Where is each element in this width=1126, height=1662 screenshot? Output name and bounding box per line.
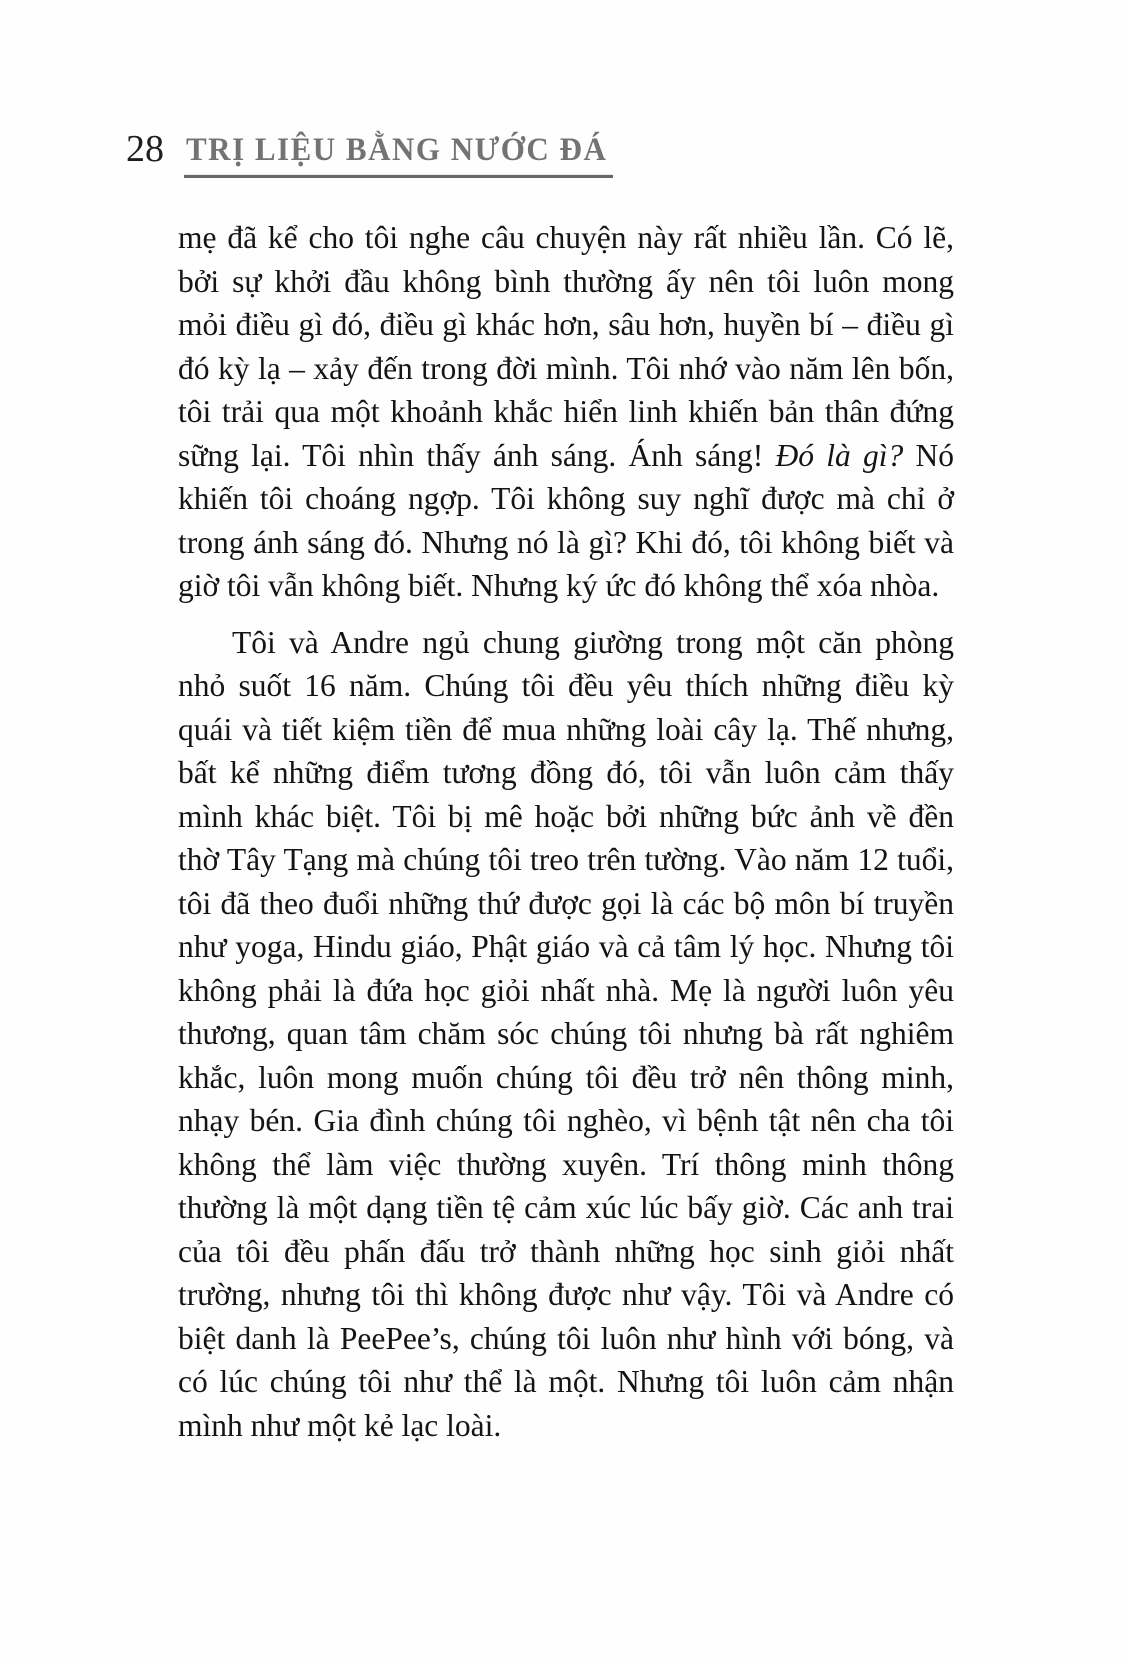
paragraph-1-text-before-italic: mẹ đã kể cho tôi nghe câu chuyện này rất nhiều lần. Có lẽ, bởi sự khởi đầu không bình thường ấy nên tôi luôn mong mỏi điều gì đó, điều gì khác hơn, sâu hơn, huyền bí – điều gì đó kỳ lạ – xảy đến trong đời mình. Tôi nhớ vào năm lên bốn, tôi trải qua một khoảnh khắc hiển linh khiến bản thân đứng sững lại. Tôi nhìn thấy ánh sáng. Ánh sáng! [178, 220, 954, 473]
running-title: TRỊ LIỆU BẰNG NƯỚC ĐÁ [184, 133, 613, 178]
running-header [126, 130, 613, 178]
paragraph-2: Tôi và Andre ngủ chung giường trong một căn phòng nhỏ suốt 16 năm. Chúng tôi đều yêu thích những điều kỳ quái và tiết kiệm tiền để mua những loài cây lạ. Thế nhưng, bất kể những điểm tương đồng đó, tôi vẫn luôn cảm thấy mình khác biệt. Tôi bị mê hoặc bởi những bức ảnh về đền thờ Tây Tạng mà chúng tôi treo trên tường. Vào năm 12 tuổi, tôi đã theo đuổi những thứ được gọi là các bộ môn bí truyền như yoga, Hindu giáo, Phật giáo và cả tâm lý học. Nhưng tôi không phải là đứa học giỏi nhất nhà. Mẹ là người luôn yêu thương, quan tâm chăm sóc chúng tôi nhưng bà rất nghiêm khắc, luôn mong muốn chúng tôi đều trở nên thông minh, nhạy bén. Gia đình chúng tôi nghèo, vì bệnh tật nên cha tôi không thể làm việc thường xuyên. Trí thông minh thông thường là một dạng tiền tệ cảm xúc lúc bấy giờ. Các anh trai của tôi đều phấn đấu trở thành những học sinh giỏi nhất trường, nhưng tôi thì không được như vậy. Tôi và Andre có biệt danh là PeePee’s, chúng tôi luôn như hình với bóng, và có lúc chúng tôi như thể là một. Nhưng tôi luôn cảm nhận mình như một kẻ lạc loài. [178, 624, 954, 1443]
page-number: 28 [126, 128, 164, 170]
paragraph-1-italic-phrase: Đó là gì? [775, 437, 904, 473]
page-body [178, 216, 954, 1447]
paragraph-1 [178, 216, 954, 608]
paragraph-1-text-after-italic: Nó khiến tôi choáng ngợp. Tôi không suy nghĩ được mà chỉ ở trong ánh sáng đó. Nhưng nó là gì? Khi đó, tôi không biết và giờ tôi vẫn không biết. Nhưng ký ức đó không thể xóa nhòa. [178, 437, 954, 603]
